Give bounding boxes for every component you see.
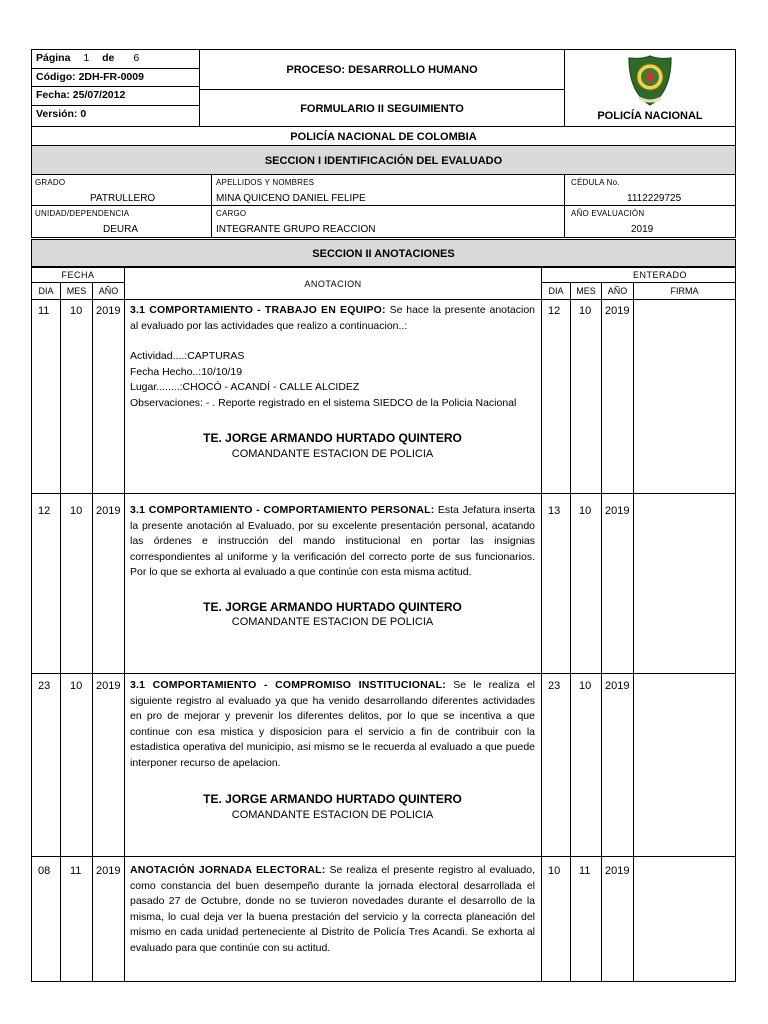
entry-anio: 2019 <box>96 505 121 517</box>
document-code: Código: 2DH-FR-0009 <box>32 69 199 88</box>
entry-ent-anio: 2019 <box>605 680 630 692</box>
section2-title: SECCION II ANOTACIONES <box>31 239 736 267</box>
entry-heading: 3.1 COMPORTAMIENTO - TRABAJO EN EQUIPO: <box>130 304 386 316</box>
cedula-value: 1112229725 <box>627 193 682 204</box>
entry-annotation <box>130 503 535 631</box>
form-title: FORMULARIO II SEGUIMIENTO <box>199 89 565 127</box>
entry-ent-dia: 10 <box>548 865 561 877</box>
anio-value: 2019 <box>631 224 654 235</box>
entry-anio: 2019 <box>96 865 121 877</box>
entry-text: Esta Jefatura inserta la presente anotación al Evaluado, por su excelente presentación personal, acatando las órdenes e instrucción del mando institucional en portar las insignias correspondientes al uniforme y la verificación del correcto porte de sus funcionarios. Por lo que se exhorta al evaluado a que continúe con esta misma actitud. <box>130 504 535 578</box>
signer-role: COMANDANTE ESTACION DE POLICIA <box>231 808 434 821</box>
document-control-box <box>31 49 200 127</box>
signer-name: TE. JORGE ARMANDO HURTADO QUINTERO <box>203 792 462 806</box>
cargo-field <box>211 205 565 238</box>
grado-label: GRADO <box>35 178 66 187</box>
col-firma: FIRMA <box>633 282 736 300</box>
entry-ent-anio: 2019 <box>605 305 630 317</box>
entry-ent-mes: 10 <box>579 680 592 692</box>
signer-name: TE. JORGE ARMANDO HURTADO QUINTERO <box>203 431 462 445</box>
page-number: 1 <box>83 52 90 64</box>
entry-ent-mes: 11 <box>579 865 591 877</box>
entry-text: Se realiza el presente registro al evaluado, como constancia del buen desempeño durante la jornada electoral desarrollada el pasado 27 de Octubre, donde no se tuvieron novedades durante el desarrollo de la misma, lo cual deja ver la buena prestación del servicio y la correcta planeación del mismo en cada unidad perteneciente al Distrito de Policía Tres Acandi. Se exhorta al evaluado para que continúe con su actitud. <box>130 864 535 954</box>
section1-title: SECCION I IDENTIFICACIÓN DEL EVALUADO <box>31 145 736 175</box>
nombres-value: MINA QUICENO DANIEL FELIPE <box>216 193 366 204</box>
col-anio: AÑO <box>92 282 125 300</box>
cargo-value: INTEGRANTE GRUPO REACCION <box>216 224 376 235</box>
entry-text: Se hace la presente anotacion al evaluado por las actividades que realizo a continuacion..: <box>130 304 536 332</box>
entry-heading: 3.1 COMPORTAMIENTO - COMPORTAMIENTO PERSONAL: <box>130 504 435 516</box>
org-name: POLICÍA NACIONAL <box>597 110 703 122</box>
logo-box <box>564 49 736 127</box>
anio-field <box>564 205 736 238</box>
fecha-header: FECHA <box>31 267 125 283</box>
grado-field <box>31 174 212 206</box>
col-mes: MES <box>60 282 93 300</box>
entry-ent-mes: 10 <box>579 305 592 317</box>
entry-detail: Actividad....:CAPTURAS <box>130 350 245 362</box>
entry-ent-mes: 10 <box>579 505 592 517</box>
col-dia: DIA <box>31 282 61 300</box>
signer-role: COMANDANTE ESTACION DE POLICIA <box>231 616 434 628</box>
document-date: Fecha: 25/07/2012 <box>32 87 199 106</box>
entry-detail: Lugar........:CHOCÓ - ACANDÍ - CALLE ALCIDEZ <box>130 381 360 393</box>
anotacion-header: ANOTACION <box>124 267 542 300</box>
document-version: Versión: 0 <box>36 107 87 120</box>
signer-role: COMANDANTE ESTACION DE POLICIA <box>231 447 434 460</box>
unidad-label: UNIDAD/DEPENDENCIA <box>35 209 130 218</box>
page-total: 6 <box>133 52 140 64</box>
entry-dia: 08 <box>38 865 51 877</box>
entry-ent-anio: 2019 <box>605 505 630 517</box>
cedula-label: CÉDULA No. <box>571 178 620 187</box>
entry-mes: 10 <box>70 680 83 692</box>
nombres-label: APELLIDOS Y NOMBRES <box>216 178 315 187</box>
signer-name: TE. JORGE ARMANDO HURTADO QUINTERO <box>203 599 462 614</box>
entry-anio: 2019 <box>96 680 121 692</box>
process-title: PROCESO: DESARROLLO HUMANO <box>199 49 565 90</box>
entry-ent-anio: 2019 <box>605 865 630 877</box>
entry-annotation <box>130 863 535 956</box>
col-ent-anio: AÑO <box>601 282 634 300</box>
police-shield-logo <box>625 54 675 108</box>
entry-annotation <box>130 303 535 462</box>
entry-ent-dia: 23 <box>548 680 561 692</box>
col-ent-mes: MES <box>570 282 602 300</box>
cargo-label: CARGO <box>216 209 247 218</box>
grado-value: PATRULLERO <box>90 193 156 204</box>
unidad-field <box>31 205 212 238</box>
entry-detail: Observaciones: - . Reporte registrado en el sistema SIEDCO de la Policia Nacional <box>130 396 517 409</box>
entry-mes: 10 <box>70 505 83 517</box>
entry-dia: 23 <box>38 680 51 692</box>
entry-ent-dia: 12 <box>548 305 561 317</box>
col-ent-dia: DIA <box>541 282 571 300</box>
entry-ent-dia: 13 <box>548 505 561 517</box>
cedula-field <box>564 174 736 206</box>
entry-text: Se le realiza el siguiente registro al evaluado ya que ha venido desarrollando diferentes actividades en pro de mejorar y prevenir los diferentes delitos, por lo que se incentiva a que continue con esa mistica y disposicion para el servicio a fin de contribuir con la estadistica operativa del municipio, asi mismo se le recuerda al evaluado a que puede interponer recurso de apelacion. <box>130 679 535 769</box>
enterado-header: ENTERADO <box>541 267 736 283</box>
entry-mes: 10 <box>70 305 83 317</box>
org-full-name: POLICÍA NACIONAL DE COLOMBIA <box>31 126 736 146</box>
unidad-value: DEURA <box>103 224 139 235</box>
page-indicator: Página 1 de 6 <box>32 50 199 69</box>
entry-anio: 2019 <box>96 305 121 317</box>
entry-heading: ANOTACIÓN JORNADA ELECTORAL: <box>130 864 326 876</box>
entry-heading: 3.1 COMPORTAMIENTO - COMPROMISO INSTITUCIONAL: <box>130 679 446 691</box>
anio-label: AÑO EVALUACIÓN <box>571 209 645 218</box>
entry-dia: 11 <box>38 305 50 317</box>
nombres-field <box>211 174 565 206</box>
entry-detail: Fecha Hecho..:10/10/19 <box>130 365 243 378</box>
entry-dia: 12 <box>38 505 51 517</box>
entry-mes: 11 <box>70 865 82 877</box>
entry-annotation <box>130 678 535 823</box>
